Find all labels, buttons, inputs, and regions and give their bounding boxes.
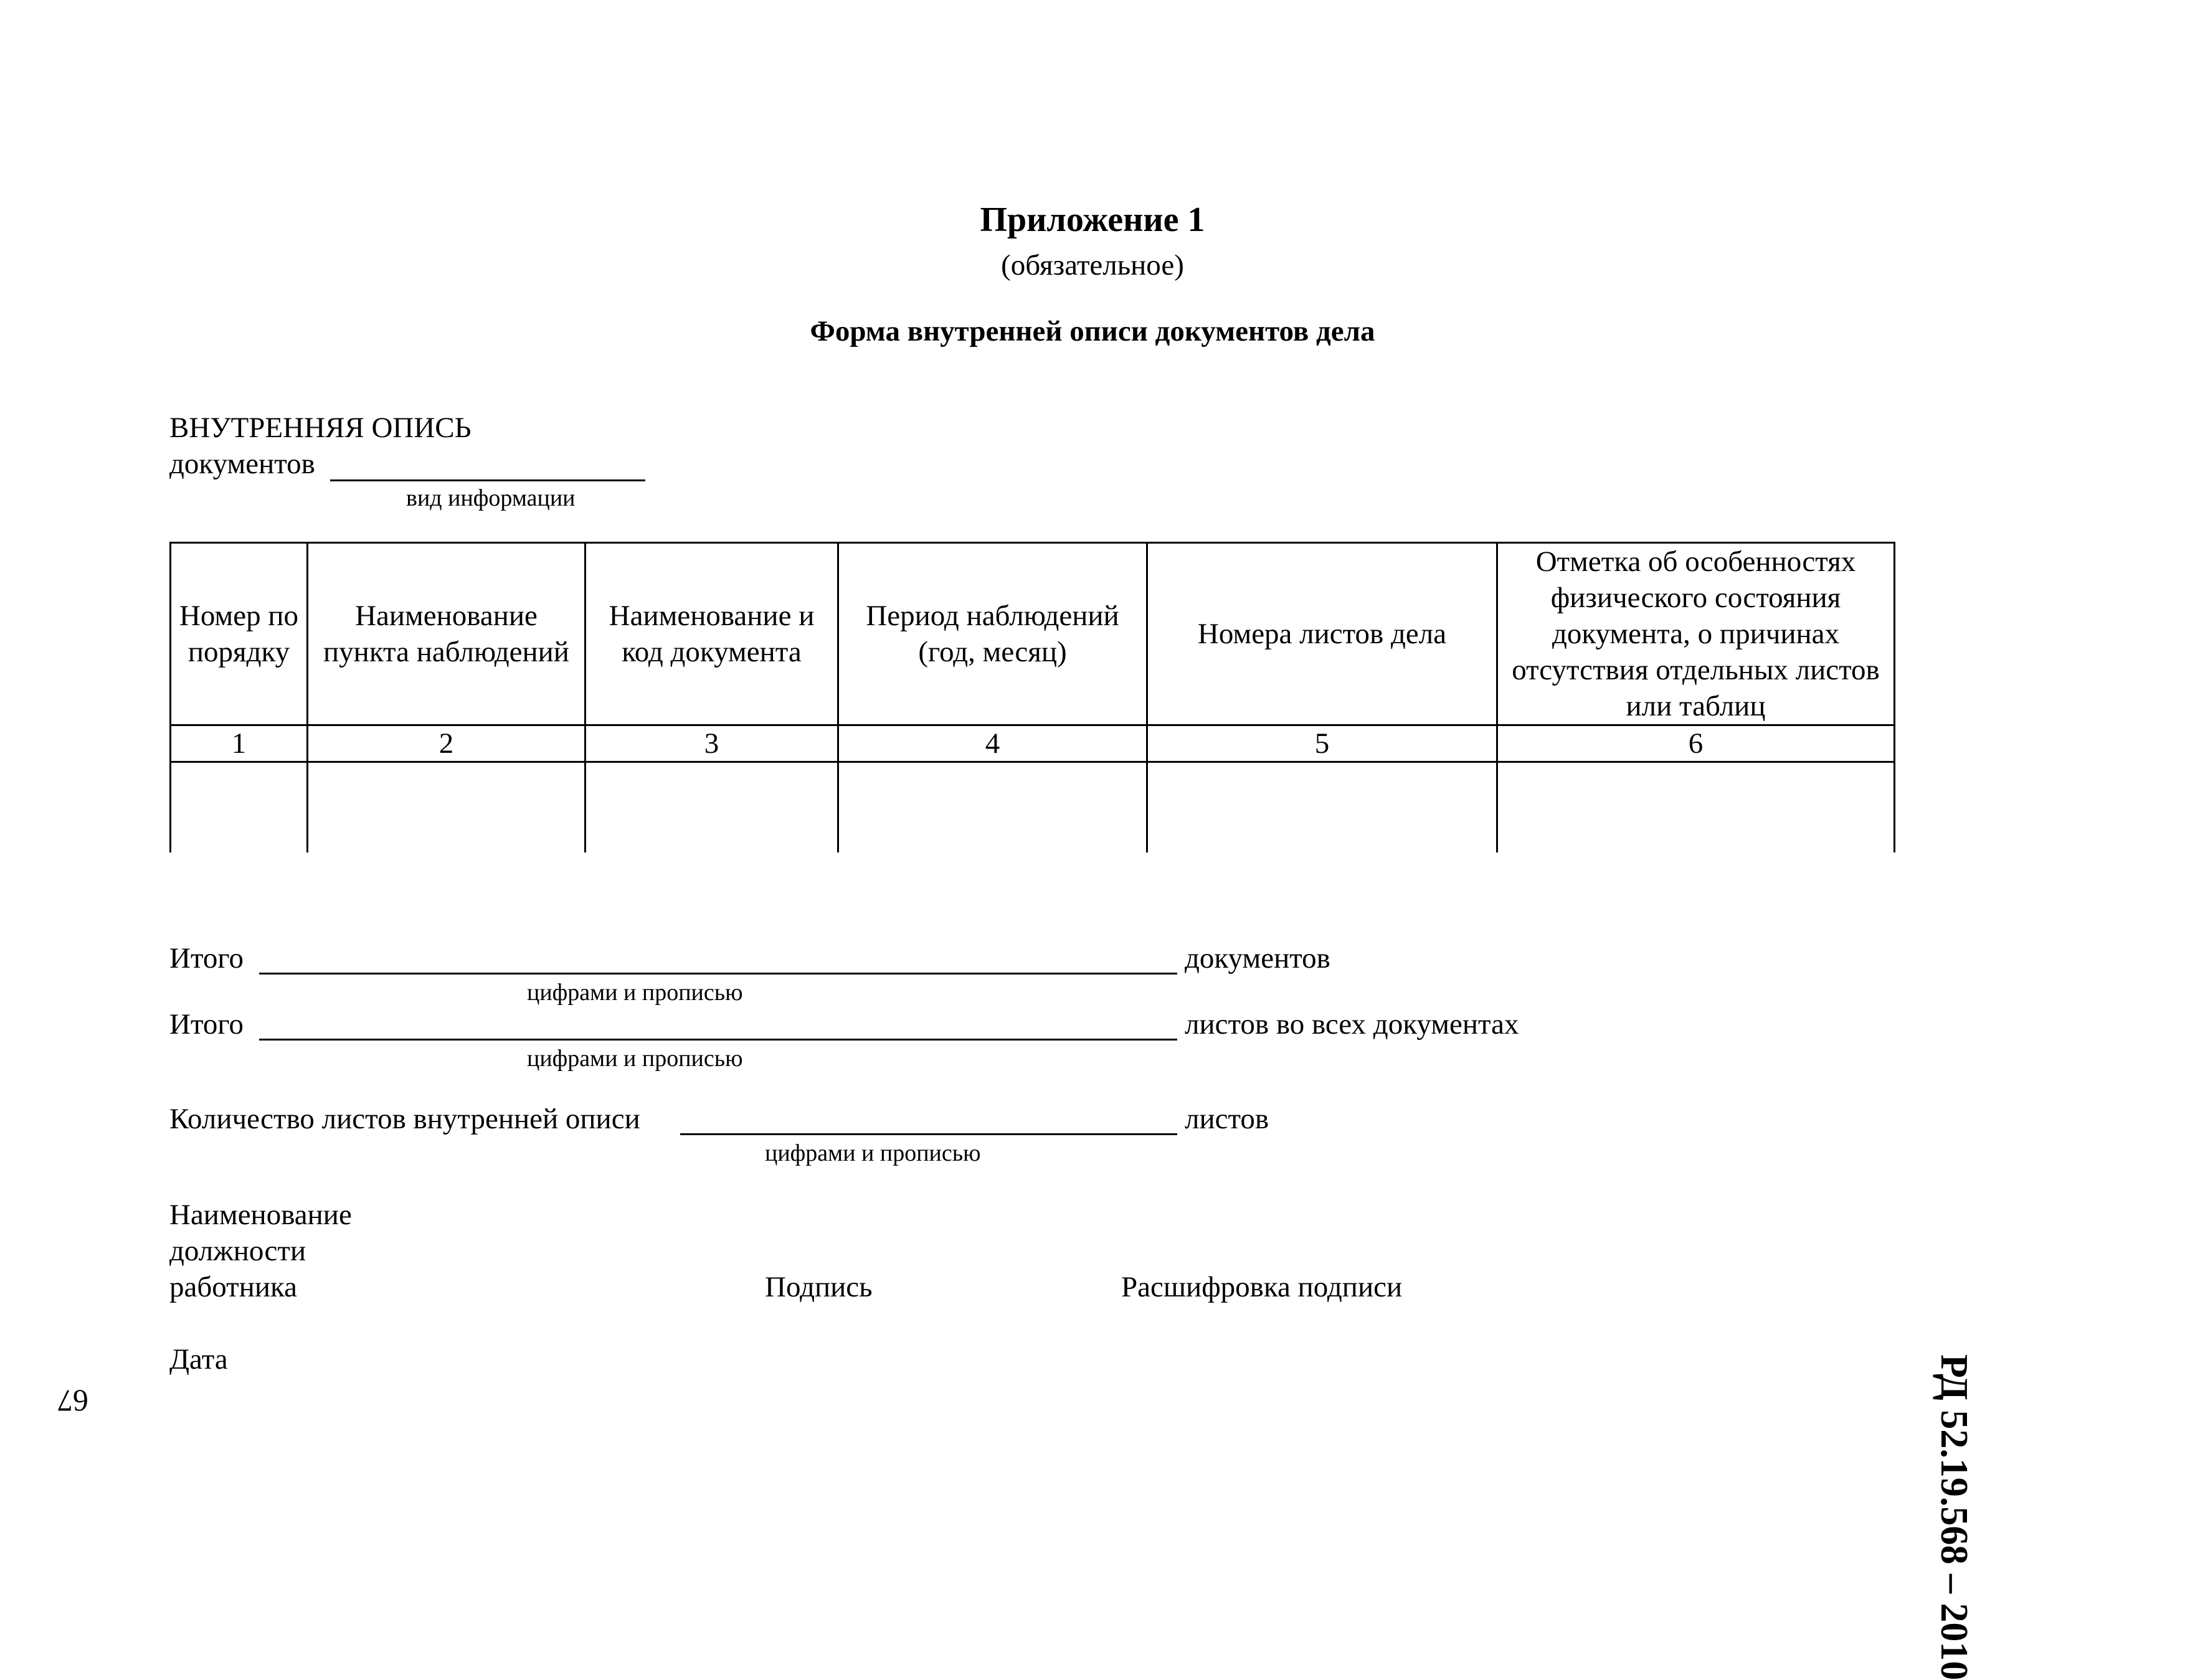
signature-decoding-label: Расшифровка подписи [1121, 1271, 1403, 1303]
info-type-hint: вид информации [406, 485, 576, 511]
total-docs-label: Итого [169, 942, 244, 974]
documents-label: документов [169, 448, 315, 480]
header-cell-sheets: Номера листов дела [1147, 543, 1497, 725]
total-sheets-suffix: листов во всех документах [1185, 1008, 1519, 1041]
header-cell-point: Наименование пункта наблюдений [308, 543, 585, 725]
inner-sheets-suffix: листов [1185, 1103, 1269, 1135]
column-number-row [171, 725, 1895, 762]
header-cell-number: Номер по порядку [171, 543, 308, 725]
table-cell[interactable] [585, 762, 838, 853]
table-row [171, 762, 1895, 853]
form-title: Форма внутренней описи документов дела [810, 315, 1375, 347]
column-number: 5 [1147, 725, 1497, 762]
document-code: РД 52.19.568 – 2010 [1933, 1354, 1975, 1680]
header-cell-condition: Отметка об особенностях физического состояния документа, о причинах отсутствия отдельных листов или таблиц [1497, 543, 1895, 725]
info-type-field[interactable] [330, 479, 645, 481]
column-number: 1 [171, 725, 308, 762]
appendix-title: Приложение 1 [980, 201, 1205, 239]
table-header-row [171, 543, 1895, 725]
header-cell-period: Период наблюдений (год, месяц) [838, 543, 1147, 725]
table-cell[interactable] [171, 762, 308, 853]
total-sheets-field[interactable] [259, 1039, 1177, 1041]
table-cell[interactable] [1497, 762, 1895, 853]
inner-sheets-label: Количество листов внутренней описи [169, 1103, 640, 1135]
total-docs-field[interactable] [259, 973, 1177, 974]
signature-label: Подпись [765, 1271, 873, 1303]
inventory-table [169, 542, 1894, 852]
appendix-status: (обязательное) [1001, 249, 1184, 281]
table-cell[interactable] [308, 762, 585, 853]
position-label-line3: работника [169, 1271, 297, 1303]
total-docs-suffix: документов [1185, 942, 1330, 974]
position-label-line1: Наименование [169, 1199, 352, 1231]
column-number: 6 [1497, 725, 1895, 762]
total-sheets-label: Итого [169, 1008, 244, 1041]
column-number: 2 [308, 725, 585, 762]
total-docs-hint: цифрами и прописью [527, 979, 743, 1006]
inventory-heading: ВНУТРЕННЯЯ ОПИСЬ [169, 412, 472, 444]
total-sheets-hint: цифрами и прописью [527, 1045, 743, 1072]
position-label-line2: должности [169, 1235, 306, 1267]
inner-sheets-hint: цифрами и прописью [765, 1140, 981, 1166]
column-number: 4 [838, 725, 1147, 762]
header-cell-document: Наименование и код документа [585, 543, 838, 725]
date-label: Дата [169, 1343, 228, 1376]
table-cell[interactable] [1147, 762, 1497, 853]
column-number: 3 [585, 725, 838, 762]
table-cell[interactable] [838, 762, 1147, 853]
inner-sheets-field[interactable] [680, 1133, 1177, 1135]
page-number: 67 [57, 1384, 88, 1418]
